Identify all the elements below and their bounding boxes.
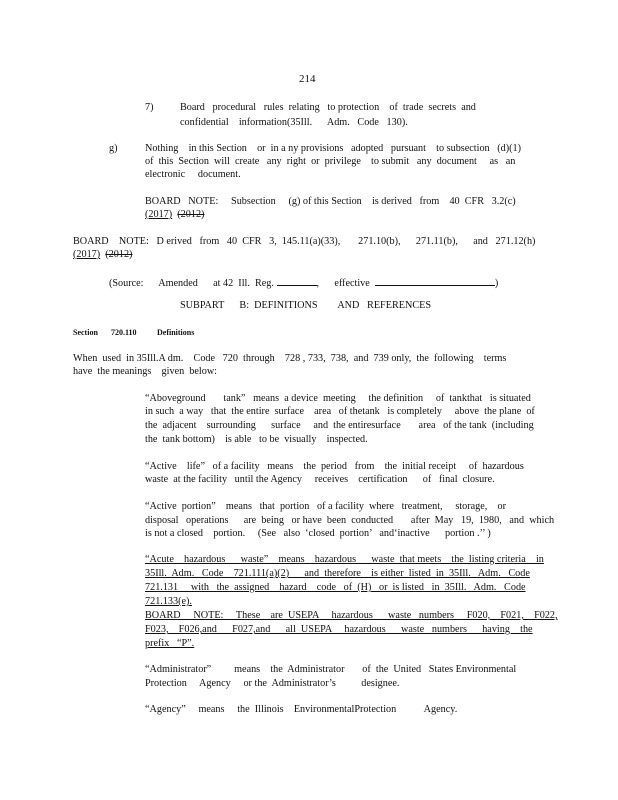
def-aboveground-line-2: in such a way that the entire surface area of thetank is completely above the plane of (145, 406, 535, 417)
board-note-main-line-2 (73, 249, 132, 261)
def-active-life-line-1: “Active life” of a facility means the period from the initial receipt of hazardous (145, 461, 524, 472)
def-agency-line-1: “Agency” means the Illinois EnvironmentalProtection Agency. (145, 704, 458, 715)
def-administrator-line-2: Protection Agency or the Administrator’s designee. (145, 678, 400, 689)
source-effective: effective (334, 278, 370, 289)
intro-line-2: have the meanings given below: (73, 366, 218, 377)
board-note-g-line-2 (145, 209, 204, 221)
board-note-g-line-1: BOARD NOTE: Subsection (g) of this Section is derived from 40 CFR 3.2(c) (145, 196, 516, 207)
source-prefix: (Source: Amended at 42 Ill. Reg. (109, 278, 274, 289)
def-acute-note-line-1: BOARD NOTE: These are USEPA hazardous waste numbers F020, F021, F022, (145, 610, 558, 621)
item-g-line-3: electronic document. (145, 169, 241, 180)
def-active-portion-line-1: “Active portion” means that portion of a facility where treatment, storage, or (145, 501, 506, 512)
source-comma: , (316, 278, 320, 289)
def-acute-note-line-3: prefix “P”. (145, 638, 195, 649)
section-label: Section (73, 328, 98, 337)
item-g-line-1: Nothing in this Section or in a ny provisions adopted pursuant to subsection (d)(1) (145, 143, 522, 154)
board-note-g-old-year: (2012) (177, 209, 205, 220)
board-note-main-new-year: (2017) (73, 249, 101, 260)
def-acute-line-2: 35Ill. Adm. Code 721.111(a)(2) and therefore is either listed in 35Ill. Adm. Code (145, 568, 530, 579)
item-7-line-2: confidential information(35Ill. Adm. Code 130). (180, 117, 408, 128)
def-aboveground-line-3: the adjacent surrounding surface and the entiresurface area of the tank (including (145, 420, 534, 431)
def-administrator-line-1: “Administrator” means the Administrator of the United States Environmental (145, 664, 517, 675)
item-g-line-2: of this Section will create any right or privilege to submit any document as an (145, 156, 516, 167)
def-active-portion-line-3: is not a closed portion. (See also ‘closed portion’ and‘inactive portion .’’ ) (145, 528, 491, 539)
source-reg-blank (277, 276, 317, 286)
item-g-marker: g) (109, 143, 118, 154)
source-line (109, 276, 498, 290)
intro-line-1: When used in 35Ill.A dm. Code 720 through 728 , 733, 738, and 739 only, the following terms (73, 353, 507, 364)
page-number: 214 (299, 73, 316, 85)
def-acute-line-3: 721.131 with the assigned hazard code of (H) or is listed in 35Ill. Adm. Code (145, 582, 526, 593)
item-7-marker: 7) (145, 102, 154, 113)
section-title: Definitions (157, 328, 195, 337)
subpart-heading: SUBPART B: DEFINITIONS AND REFERENCES (180, 300, 431, 311)
board-note-main-line-1: BOARD NOTE: D erived from 40 CFR 3, 145.11(a)(33), 271.10(b), 271.11(b), and 271.12(h) (73, 236, 536, 247)
def-aboveground-line-4: the tank bottom) is able to be visually inspected. (145, 434, 368, 445)
section-number: 720.110 (111, 328, 137, 337)
source-close: ) (494, 278, 499, 289)
item-7-line-1: Board procedural rules relating to protection of trade secrets and (180, 102, 476, 113)
def-acute-line-1: “Acute hazardous waste” means hazardous waste that meets the listing criteria in (145, 554, 544, 565)
def-active-portion-line-2: disposal operations are being or have been conducted after May 19, 1980, and which (145, 515, 555, 526)
board-note-g-new-year: (2017) (145, 209, 173, 220)
def-acute-line-4: 721.133(e). (145, 596, 192, 607)
def-aboveground-line-1: “Aboveground tank” means a device meeting the definition of tankthat is situated (145, 393, 531, 404)
def-acute-note-line-2: F023, F026,and F027,and all USEPA hazardous waste numbers having the (145, 624, 533, 635)
def-active-life-line-2: waste at the facility until the Agency receives certification of final closure. (145, 474, 495, 485)
source-effective-blank (375, 276, 495, 286)
board-note-main-old-year: (2012) (105, 249, 133, 260)
